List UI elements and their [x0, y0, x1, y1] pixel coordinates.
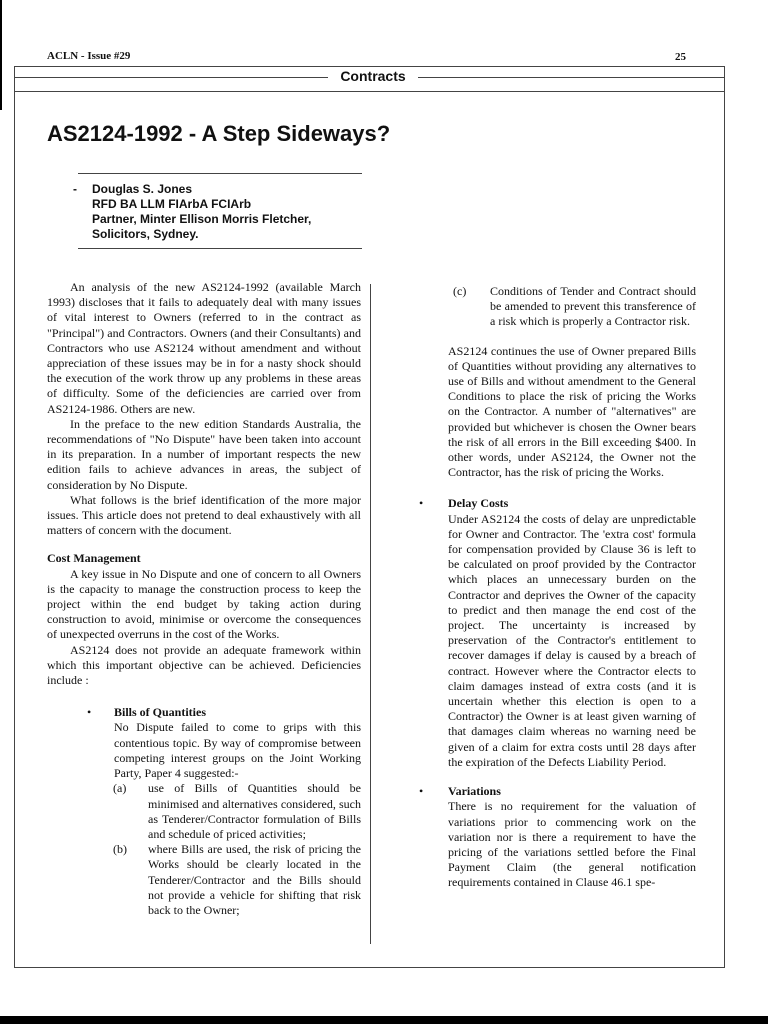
as2124-paragraph: AS2124 continues the use of Owner prepared Bills of Quantities without providing any alternatives to use of Bills and without amendment to the General Conditions to place the risk of pricing the Works on the Contractor. A number of "alternatives" are provided but whichever is chosen the Owner bears the risk of all errors in the Bill exceeding $400. In other words, under AS2124, the Owner not the Contractor, has the risk of pricing the Works. [448, 343, 696, 480]
author-dash: - [73, 182, 77, 196]
variations-bullet-item [419, 784, 696, 890]
author-position: Partner, Minter Ellison Morris Fletcher, [92, 212, 312, 226]
bullet-icon: • [419, 496, 424, 511]
variations-text: There is no requirement for the valuation of variations prior to commencing work on the variation nor is there a requirement to have the pricing of the variations settled before the Final Payment Claim (the general notification requirements contained in Clause 46.1 spe- [448, 799, 696, 890]
variations-heading: Variations [448, 784, 501, 799]
scan-bottom-edge [0, 1016, 768, 1024]
item-text: use of Bills of Quantities should be minimised and alternatives considered, such as Tenderer/Contractor formulation of Bills and schedule of priced activities; [148, 781, 361, 841]
delay-bullet-item [419, 496, 696, 770]
right-column [419, 284, 696, 891]
section-bottom-rule [14, 91, 725, 92]
list-item-c [453, 284, 696, 330]
author-qualifications: RFD BA LLM FIArbA FCIArb [92, 197, 252, 211]
cost-management-paragraph-1: A key issue in No Dispute and one of concern to all Owners is the capacity to manage the construction process to keep the project within the end budget by taking action during construction to avoid, minimise or overcome the consequences of unexpected overruns in the cost of the Works. [47, 566, 361, 642]
section-rule-right [418, 77, 725, 78]
article-title: AS2124-1992 - A Step Sideways? [47, 121, 391, 146]
author-block [92, 182, 311, 242]
bullet-icon: • [87, 705, 92, 720]
author-name: Douglas S. Jones [92, 182, 193, 196]
item-text: where Bills are used, the risk of pricing the Works should be clearly located in the Tenderer/Contractor and the Bills should not provide a vehicle for shifting that risk back to the Owner; [148, 842, 361, 917]
journal-issue: ACLN - Issue #29 [47, 50, 131, 62]
intro-paragraph-2: In the preface to the new edition Standards Australia, the recommendations of "No Dispute" have been taken into account in its preparation. In a number of important respects the new edition fails to achieve advances in areas, the subject of consideration by No Dispute. [47, 416, 361, 492]
boq-bullet-item [47, 705, 361, 918]
item-label: (a) [113, 781, 127, 796]
intro-paragraph-3: What follows is the brief identification of the more major issues. This article does not pretend to deal exhaustively with all matters of concern with the document. [47, 492, 361, 538]
author-rule-bottom [78, 248, 362, 249]
list-item-a [113, 781, 361, 842]
boq-heading: Bills of Quantities [114, 705, 207, 720]
item-label: (c) [453, 284, 467, 298]
list-item-b [113, 842, 361, 918]
author-firm: Solicitors, Sydney. [92, 227, 199, 241]
cost-management-heading: Cost Management [47, 551, 141, 566]
cost-management-paragraph-2: AS2124 does not provide an adequate framework within which this important objective can be achieved. Deficiencies include : [47, 642, 361, 688]
item-label: (b) [113, 842, 127, 857]
left-column [47, 280, 361, 918]
bullet-icon: • [419, 784, 424, 799]
page-number: 25 [675, 51, 686, 63]
delay-heading: Delay Costs [448, 496, 509, 511]
column-divider [370, 284, 371, 944]
boq-text: No Dispute failed to come to grips with this contentious topic. By way of compromise between competing interest groups on the Joint Working Party, Paper 4 suggested:- [114, 720, 361, 781]
intro-paragraph-1: An analysis of the new AS2124-1992 (available March 1993) discloses that it fails to adequately deal with many issues of vital interest to Owners (referred to in the contract as "Principal") and Contractors. Owners (and their Consultants) and Contractors who use AS2124 without amendment and without appreciation of these issues may be in for a nasty shock should the execution of the work throw up any problems in these areas of difficulty. Some of the deficiencies are carried over from AS2124-1986. Others are new. [47, 280, 361, 416]
delay-text: Under AS2124 the costs of delay are unpredictable for Owner and Contractor. The 'extra cost' formula for compensation provided by Clause 36 is left to be calculated on proof provided by the Contractor which places an unnecessary burden on the Contractor and deprives the Owner of the capacity to predict and then manage the end cost of the project. The uncertainty is increased by preservation of the Contractor's entitlement to recover damages if delay is caused by a breach of contract. However where the Contractor elects to claim damages instead of extra costs (and it is uncertain whether this election is open to a Contractor) the Owner is at least given warning of that damages claim whereas no warning need be given of a claim for extra costs until 28 days after the expiration of the Defects Liability Period. [448, 511, 696, 769]
item-text: Conditions of Tender and Contract should be amended to prevent this transference of a risk which is properly a Contractor risk. [490, 284, 696, 329]
section-rule-left [14, 77, 328, 78]
scan-edge-mark [0, 0, 2, 110]
author-rule-top [78, 173, 362, 174]
section-title: Contracts [328, 68, 418, 84]
